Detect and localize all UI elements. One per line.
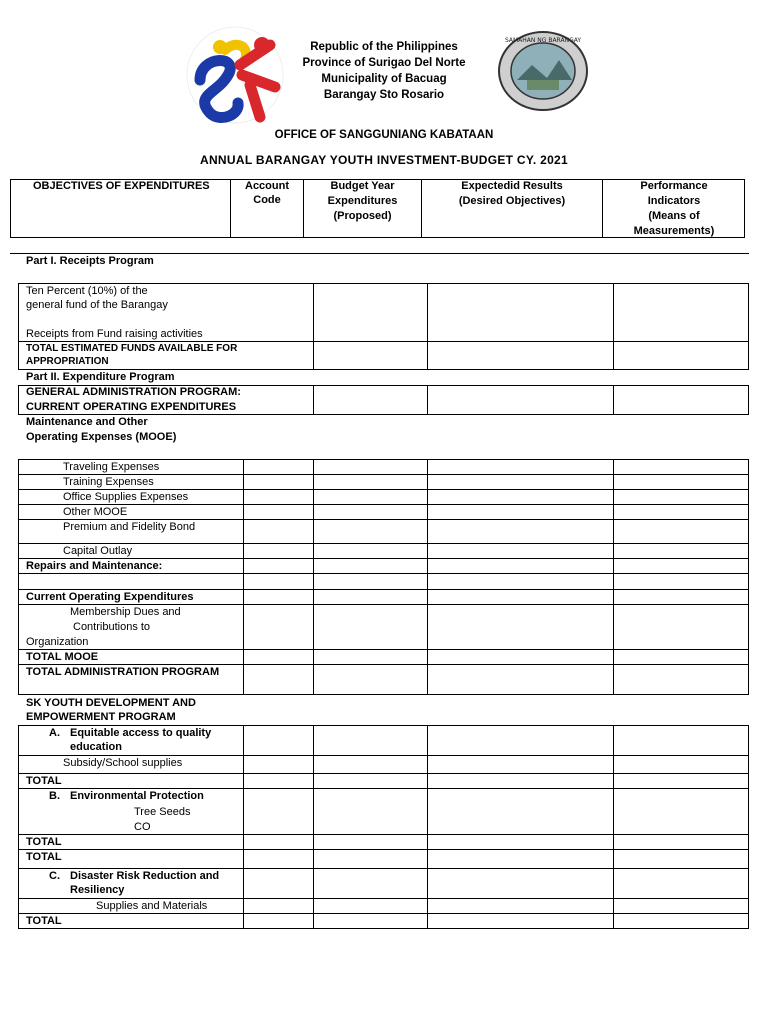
gap-line2: CURRENT OPERATING EXPENDITURES — [26, 401, 237, 413]
row-repairs: Repairs and Maintenance: — [26, 560, 163, 572]
office-title: OFFICE OF SANGGUNIANG KABATAAN — [274, 129, 494, 141]
part1-heading: Part I. Receipts Program — [26, 255, 154, 267]
row-capital: Capital Outlay — [63, 545, 133, 557]
sk-logo — [180, 25, 290, 125]
document-title: ANNUAL BARANGAY YOUTH INVESTMENT-BUDGET CY. 2021 — [199, 153, 569, 167]
svg-text:SAMAHAN NG BARANGAY: SAMAHAN NG BARANGAY — [504, 37, 582, 44]
total-estimated-line2: APPROPRIATION — [26, 356, 109, 367]
row-supplies: Supplies and Materials — [96, 900, 208, 912]
col-perf-line4: Measurements) — [633, 225, 715, 237]
col-account-line1: Account — [245, 180, 289, 192]
col-perf-line3: (Means of — [648, 210, 700, 222]
row-traveling: Traveling Expenses — [63, 461, 160, 473]
c-label: C. — [49, 870, 60, 882]
sk-heading-line1: SK YOUTH DEVELOPMENT AND — [26, 697, 196, 709]
total-estimated-line1: TOTAL ESTIMATED FUNDS AVAILABLE FOR — [26, 343, 238, 354]
row-membership-line1: Membership Dues and — [70, 606, 181, 618]
col-perf-line1: Performance — [640, 180, 708, 192]
row-other-mooe: Other MOOE — [63, 506, 128, 518]
row-current-op: Current Operating Expenditures — [26, 591, 194, 603]
ten-percent-line2: general fund of the Barangay — [26, 299, 168, 311]
row-co: CO — [134, 821, 151, 833]
mooe-line2: Operating Expenses (MOOE) — [26, 431, 177, 443]
b-label: B. — [49, 790, 60, 802]
row-total-mooe: TOTAL MOOE — [26, 651, 99, 663]
row-training: Training Expenses — [63, 476, 154, 488]
a-label: A. — [49, 727, 60, 739]
mooe-line1: Maintenance and Other — [26, 416, 148, 428]
c-text-line1: Disaster Risk Reduction and — [70, 870, 220, 882]
row-total-a: TOTAL — [26, 775, 62, 787]
header-line-1: Republic of the Philippines — [310, 41, 458, 53]
row-total-b2: TOTAL — [26, 851, 62, 863]
row-total-c: TOTAL — [26, 915, 62, 927]
row-subsidy: Subsidy/School supplies — [63, 757, 183, 769]
row-premium: Premium and Fidelity Bond — [63, 521, 196, 533]
sk-heading-line2: EMPOWERMENT PROGRAM — [26, 711, 176, 723]
row-membership-line2: Contributions to — [73, 621, 151, 633]
header-line-2: Province of Surigao Del Norte — [302, 57, 466, 69]
row-total-admin: TOTAL ADMINISTRATION PROGRAM — [26, 666, 220, 678]
c-text-line2: Resiliency — [70, 884, 125, 896]
gap-line1: GENERAL ADMINISTRATION PROGRAM: — [26, 386, 241, 398]
col-perf-line2: Indicators — [647, 195, 701, 207]
col-account-line2: Code — [253, 194, 281, 206]
col-account — [231, 179, 303, 207]
row-office-supplies: Office Supplies Expenses — [63, 491, 189, 503]
part2-heading: Part II. Expenditure Program — [26, 371, 175, 383]
col-budget — [304, 179, 421, 224]
col-expected-line1: Expectedid Results — [461, 180, 563, 192]
ten-percent-line1: Ten Percent (10%) of the — [26, 285, 148, 297]
row-total-b1: TOTAL — [26, 836, 62, 848]
a-text-line1: Equitable access to quality — [70, 727, 212, 739]
col-budget-line2: Expenditures — [327, 195, 398, 207]
col-expected-line2: (Desired Objectives) — [458, 195, 566, 207]
header-line-3: Municipality of Bacuag — [321, 73, 447, 85]
fund-raising: Receipts from Fund raising activities — [26, 328, 203, 340]
col-budget-line1: Budget Year — [330, 180, 395, 192]
a-text-line2: education — [70, 741, 122, 753]
barangay-seal — [497, 30, 589, 112]
col-objectives: OBJECTIVES OF EXPENDITURES — [33, 180, 210, 192]
row-membership-line3: Organization — [26, 636, 89, 648]
b-text: Environmental Protection — [70, 790, 204, 802]
col-budget-line3: (Proposed) — [333, 210, 392, 222]
col-expected — [422, 179, 602, 209]
row-tree-seeds: Tree Seeds — [134, 806, 191, 818]
header-line-4: Barangay Sto Rosario — [323, 89, 445, 101]
col-performance — [603, 179, 745, 239]
